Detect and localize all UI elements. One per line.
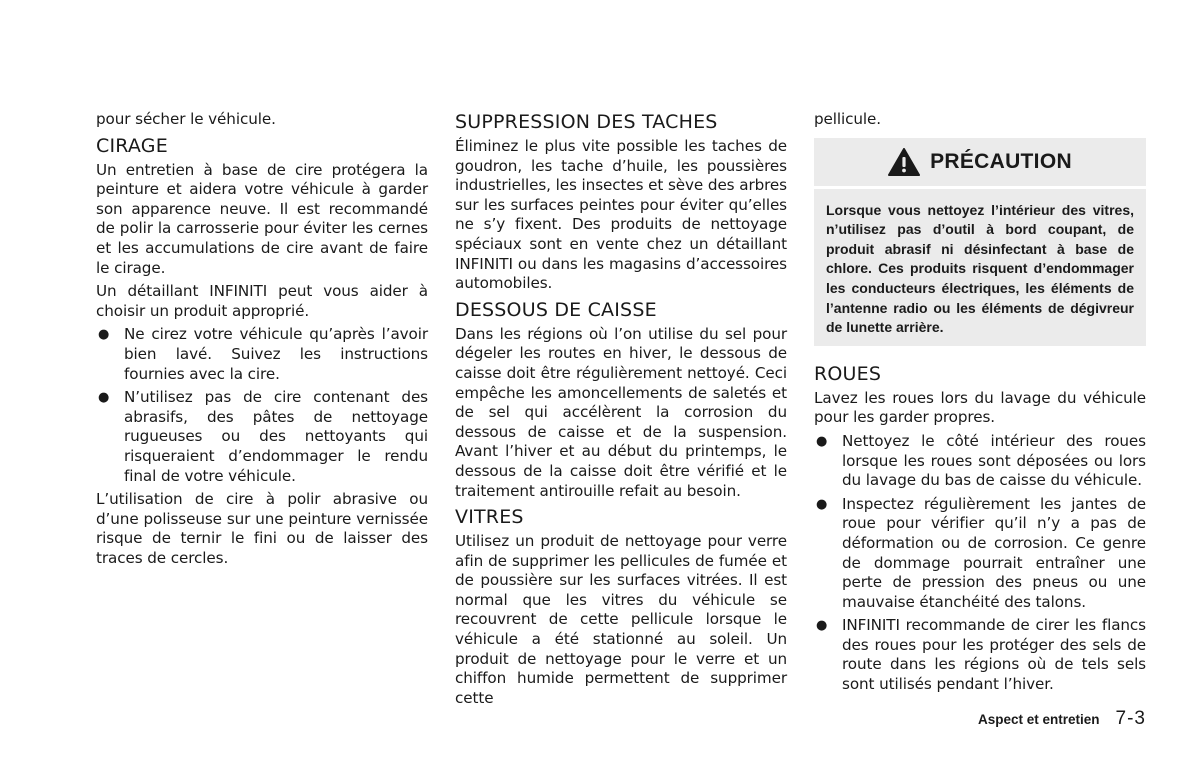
roues-bullet-list (814, 432, 1146, 695)
intro-text: pour sécher le véhicule. (96, 110, 276, 128)
list-item (96, 325, 428, 384)
vitres-heading: VITRES (455, 506, 524, 529)
caution-text: Lorsque vous nettoyez l’intérieur des vitres, n’utilisez pas d’outil à bord coupant, de produit abrasif ni désinfectant à base de chlore. Ces produits risquent d’endommager les conducteurs électriques, les éléments de l’antenne radio ou les éléments de dégivreur de lunette arrière. (826, 201, 1134, 336)
caisse-heading: DESSOUS DE CAISSE (455, 298, 657, 321)
bullet-dot-icon: ● (98, 390, 110, 406)
roues-heading: ROUES (814, 362, 882, 385)
list-item-text: INFINITI recommande de cirer les flancs des roues pour les protéger des sels de route dans les régions où de tels sels sont utilisés pendant l’hiver. (842, 616, 1146, 694)
cirage-paragraph-2: Un détaillant INFINITI peut vous aider à choisir un produit approprié. (96, 282, 428, 320)
page-footer (978, 708, 1146, 730)
caisse-paragraph: Dans les régions où l’on utilise du sel pour dégeler les routes en hiver, le dessous de caisse doit être régulièrement nettoyé. Ceci empêche les amoncellements de saletés et de sel qui accélèrent la corrosion du dessous de caisse et de la suspension. Avant l’hiver et au début du printemps, le dessous de la caisse doit être vérifié et le traitement antirouille refait au besoin. (455, 324, 787, 500)
taches-paragraph: Éliminez le plus vite possible les taches de goudron, les tache d’huile, les poussières industrielles, les insectes et sève des arbres sur les surfaces peintes pour éviter qu’elles ne s’y fixent. Des produits de nettoyage spéciaux sont en vente chez un détaillant INFINITI ou dans les magasins d’accessoires automobiles. (455, 137, 787, 293)
bullet-dot-icon: ● (816, 618, 828, 634)
cirage-bullet-list (96, 325, 428, 486)
cirage-paragraph-3: L’utilisation de cire à polir abrasive ou d’une polisseuse sur une peinture vernissée risque de ternir le fini ou de laisser des traces de cercles. (96, 490, 428, 567)
list-item-text: Ne cirez votre véhicule qu’après l’avoir bien lavé. Suivez les instructions fournies avec la cire. (124, 325, 428, 383)
column-left (96, 110, 428, 572)
list-item-text: Inspectez régulièrement les jantes de roue pour vérifier qu’il n’y a pas de déformation ou de corrosion. Ce genre de dommage pourrait entraîner une perte de pression des pneus ou une mauvaise étanchéité des talons. (842, 494, 1146, 611)
caution-title: PRÉCAUTION (930, 149, 1072, 173)
footer-section-title: Aspect et entretien (977, 712, 1100, 727)
warning-triangle-icon (888, 148, 920, 176)
list-item (814, 432, 1146, 491)
roues-paragraph: Lavez les roues lors du lavage du véhicule pour les garder propres. (814, 388, 1146, 427)
column-middle (455, 110, 787, 712)
list-item-text: Nettoyez le côté intérieur des roues lorsque les roues sont déposées ou lors du lavage du bas de caisse du véhicule. (842, 431, 1146, 490)
list-item (814, 495, 1146, 613)
cirage-paragraph-1: Un entretien à base de cire protégera la peinture et aidera votre véhicule à garder son apparence neuve. Il est recommandé de polir la carrosserie pour éviter les cernes et les accumulations de cire avant de faire le cirage. (96, 160, 428, 277)
vitres-paragraph: Utilisez un produit de nettoyage pour verre afin de supprimer les pellicules de fumée et de poussière sur les surfaces vitrées. Il est normal que les vitres du véhicule se recouvrent de cette pellicule lorsque le véhicule a été stationné au soleil. Un produit de nettoyage pour le verre et un chiffon humide permettent de supprimer cette (455, 532, 787, 707)
list-item (96, 388, 428, 486)
column-right (814, 110, 1146, 699)
bullet-dot-icon: ● (98, 327, 110, 343)
bullet-dot-icon: ● (816, 496, 828, 512)
caution-box (814, 138, 1146, 346)
page-number: 7-3 (1115, 708, 1146, 729)
taches-heading: SUPPRESSION DES TACHES (455, 111, 718, 133)
cirage-heading: CIRAGE (96, 134, 168, 157)
list-item (814, 616, 1146, 694)
intro-text: pellicule. (814, 110, 882, 128)
caution-header (814, 138, 1146, 189)
bullet-dot-icon: ● (816, 433, 828, 449)
list-item-text: N’utilisez pas de cire contenant des abrasifs, des pâtes de nettoyage rugueuses ou des nettoyants qui risqueraient d’endommager le rendu final de votre véhicule. (124, 388, 428, 485)
